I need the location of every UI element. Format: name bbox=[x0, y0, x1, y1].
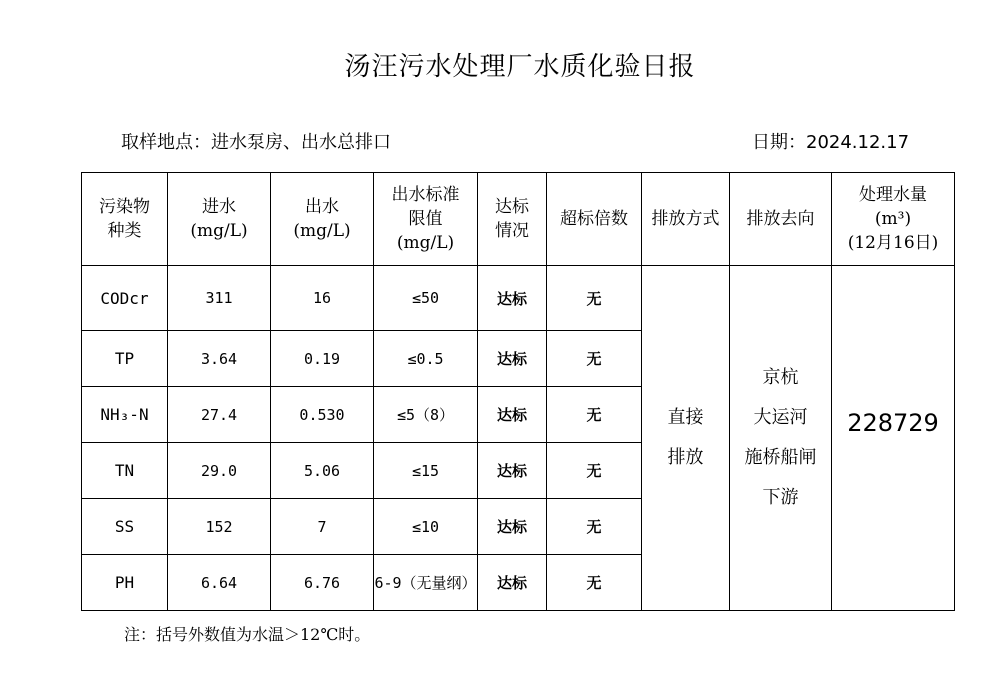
exceed-multiple: 无 bbox=[547, 387, 642, 443]
compliance-status: 达标 bbox=[478, 266, 547, 331]
pollutant-name: PH bbox=[82, 555, 168, 611]
compliance-status: 达标 bbox=[478, 443, 547, 499]
header-row bbox=[82, 173, 955, 266]
pollutant-name: TP bbox=[82, 331, 168, 387]
limit-value: ≤0.5 bbox=[374, 331, 478, 387]
outflow-value: 0.530 bbox=[271, 387, 374, 443]
exceed-multiple: 无 bbox=[547, 331, 642, 387]
inflow-value: 152 bbox=[168, 499, 271, 555]
compliance-status: 达标 bbox=[478, 555, 547, 611]
header-discharge-method: 排放方式 bbox=[642, 173, 730, 266]
report-title: 汤汪污水处理厂水质化验日报 bbox=[344, 52, 696, 82]
outflow-value: 5.06 bbox=[271, 443, 374, 499]
footnote: 注：括号外数值为水温＞12℃时。 bbox=[124, 625, 371, 644]
header-pollutant: 污染物 种类 bbox=[82, 173, 168, 266]
limit-value: 6-9（无量纲） bbox=[374, 555, 478, 611]
sampling-location: 取样地点：进水泵房、出水总排口 bbox=[121, 132, 391, 153]
exceed-multiple: 无 bbox=[547, 555, 642, 611]
header-outflow: 出水 (mg/L) bbox=[271, 173, 374, 266]
limit-value: ≤15 bbox=[374, 443, 478, 499]
compliance-status: 达标 bbox=[478, 499, 547, 555]
header-exceed: 超标倍数 bbox=[547, 173, 642, 266]
header-limit: 出水标准 限值 (mg/L) bbox=[374, 173, 478, 266]
outflow-value: 6.76 bbox=[271, 555, 374, 611]
header-volume: 处理水量 (m³) (12月16日) bbox=[832, 173, 955, 266]
compliance-status: 达标 bbox=[478, 331, 547, 387]
exceed-multiple: 无 bbox=[547, 443, 642, 499]
pollutant-name: SS bbox=[82, 499, 168, 555]
pollutant-name: NH₃-N bbox=[82, 387, 168, 443]
exceed-multiple: 无 bbox=[547, 499, 642, 555]
pollutant-name: CODcr bbox=[82, 266, 168, 331]
water-quality-table bbox=[81, 172, 955, 611]
header-compliance: 达标 情况 bbox=[478, 173, 547, 266]
treated-volume: 228729 bbox=[832, 266, 955, 611]
inflow-value: 311 bbox=[168, 266, 271, 331]
compliance-status: 达标 bbox=[478, 387, 547, 443]
inflow-value: 6.64 bbox=[168, 555, 271, 611]
discharge-method: 直接 排放 bbox=[642, 266, 730, 611]
inflow-value: 29.0 bbox=[168, 443, 271, 499]
outflow-value: 16 bbox=[271, 266, 374, 331]
inflow-value: 3.64 bbox=[168, 331, 271, 387]
limit-value: ≤10 bbox=[374, 499, 478, 555]
outflow-value: 7 bbox=[271, 499, 374, 555]
inflow-value: 27.4 bbox=[168, 387, 271, 443]
discharge-destination: 京杭 大运河 施桥船闸 下游 bbox=[730, 266, 832, 611]
limit-value: ≤5（8） bbox=[374, 387, 478, 443]
exceed-multiple: 无 bbox=[547, 266, 642, 331]
header-inflow: 进水 (mg/L) bbox=[168, 173, 271, 266]
header-discharge-destination: 排放去向 bbox=[730, 173, 832, 266]
report-date: 日期：2024.12.17 bbox=[752, 132, 910, 153]
pollutant-name: TN bbox=[82, 443, 168, 499]
limit-value: ≤50 bbox=[374, 266, 478, 331]
outflow-value: 0.19 bbox=[271, 331, 374, 387]
table-row bbox=[82, 266, 955, 331]
